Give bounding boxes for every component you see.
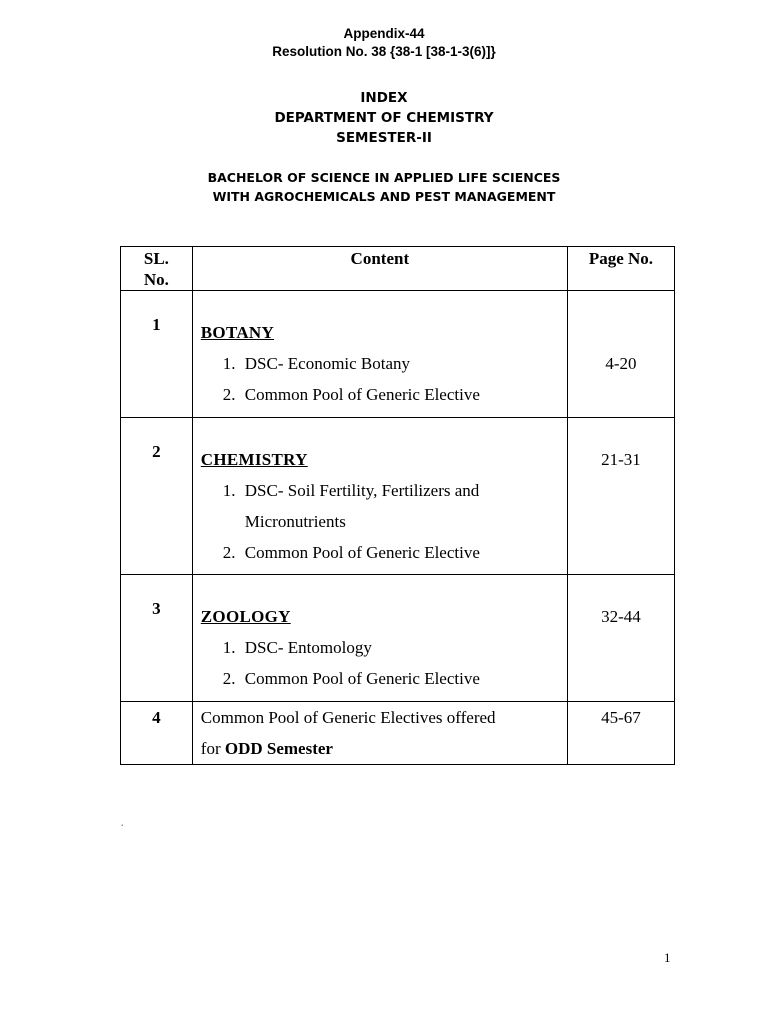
subject-chemistry: CHEMISTRY xyxy=(200,450,308,469)
table-row xyxy=(121,291,675,418)
semester-title: SEMESTER-II xyxy=(336,130,432,146)
stray-mark: ‘ xyxy=(121,823,124,831)
subject-zoology: ZOOLOGY xyxy=(200,607,291,626)
list-item: 2. Common Pool of Generic Elective xyxy=(222,385,480,404)
appendix-label: Appendix-44 xyxy=(343,26,425,41)
row-sl-number: 3 xyxy=(152,599,161,618)
header-sl-no xyxy=(121,247,193,291)
department-title: DEPARTMENT OF CHEMISTRY xyxy=(274,110,494,126)
index-table xyxy=(120,246,675,765)
row-sl-number: 4 xyxy=(152,708,161,727)
list-item: 2. Common Pool of Generic Elective xyxy=(222,543,480,562)
table-header-row xyxy=(121,247,675,291)
row-page-range: 32-44 xyxy=(601,607,641,626)
list-item: 2. Common Pool of Generic Elective xyxy=(222,669,480,688)
table-row xyxy=(121,575,675,702)
list-item: 1. DSC- Soil Fertility, Fertilizers and Micronutrients xyxy=(222,481,480,531)
header-content: Content xyxy=(192,247,567,291)
page-number: 1 xyxy=(664,950,671,965)
table-row xyxy=(121,702,675,765)
row-description-prefix: for xyxy=(200,739,225,758)
row-sl-number: 2 xyxy=(152,442,161,461)
row-description-line1: Common Pool of Generic Electives offered xyxy=(200,708,496,727)
resolution-label: Resolution No. 38 {38-1 [38-1-3(6)]} xyxy=(272,44,496,59)
programme-title-line1: BACHELOR OF SCIENCE IN APPLIED LIFE SCIENCES xyxy=(207,170,561,185)
subject-botany: BOTANY xyxy=(200,323,275,342)
row-page-range: 4-20 xyxy=(605,354,637,373)
header-sl-line2: No. xyxy=(143,270,169,289)
header-sl-line1: SL. xyxy=(143,249,169,268)
row-sl-number: 1 xyxy=(152,315,161,334)
list-item: 1. DSC- Economic Botany xyxy=(222,354,411,373)
row-description-bold: ODD Semester xyxy=(224,739,333,758)
list-item: 1. DSC- Entomology xyxy=(222,638,372,657)
index-title: INDEX xyxy=(360,90,408,106)
table-row xyxy=(121,418,675,575)
header-page-no: Page No. xyxy=(567,247,674,291)
row-page-range: 45-67 xyxy=(601,708,641,727)
row-page-range: 21-31 xyxy=(601,450,641,469)
programme-title-line2: WITH AGROCHEMICALS AND PEST MANAGEMENT xyxy=(212,189,556,204)
